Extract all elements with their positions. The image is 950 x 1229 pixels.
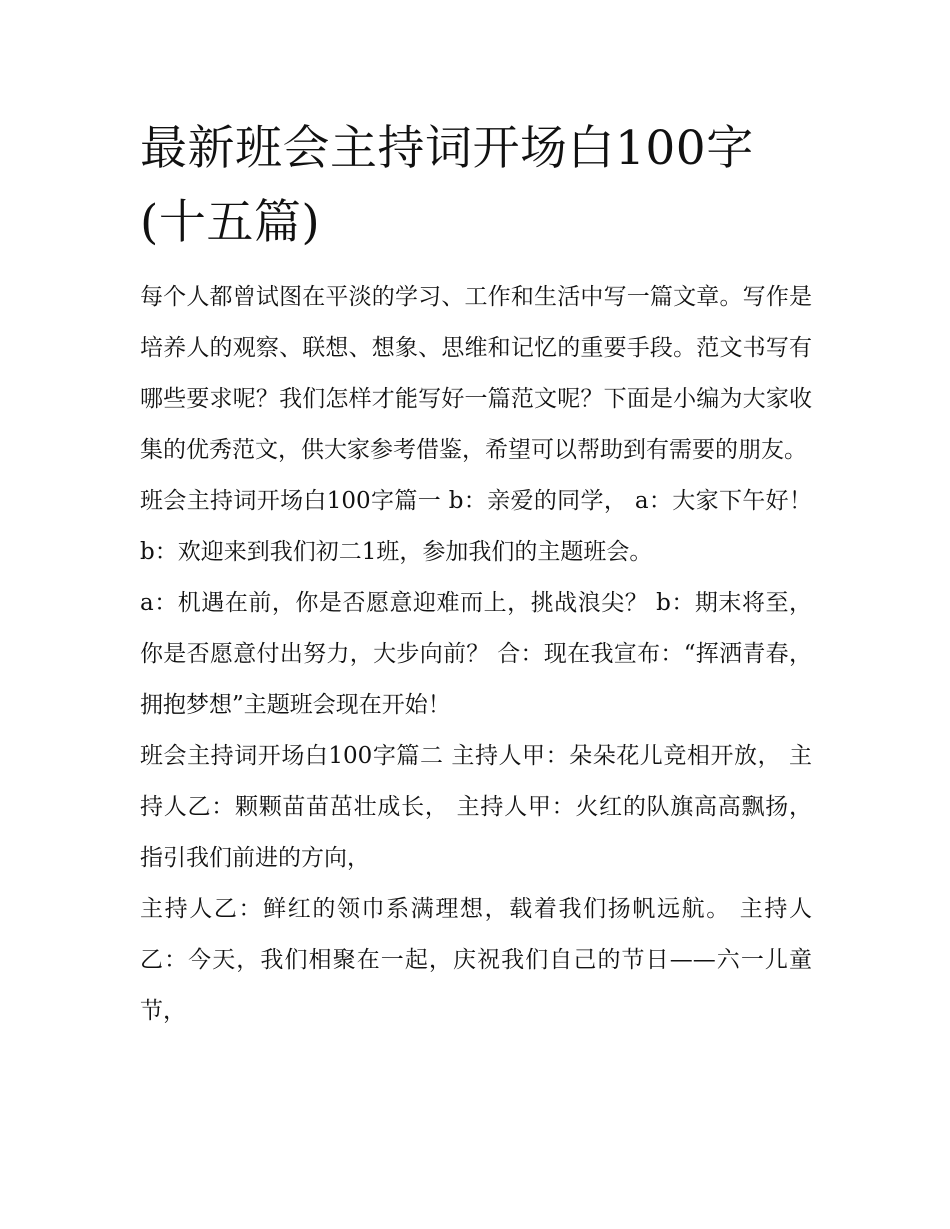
section-one-dialogue-paragraph: a：机遇在前，你是否愿意迎难而上，挑战浪尖？ b：期末将至，你是否愿意付出努力，大步向前？ 合：现在我宣布：“挥洒青春，拥抱梦想”主题班会现在开始！	[140, 590, 812, 718]
section-one-paragraph: 班会主持词开场白100字篇一 b：亲爱的同学， a：大家下午好！ b：欢迎来到我们初二1班，参加我们的主题班会。	[140, 488, 812, 565]
document-body	[140, 112, 812, 1037]
section-two-paragraph: 班会主持词开场白100字篇二 主持人甲：朵朵花儿竞相开放， 主持人乙：颗颗苗苗茁壮成长， 主持人甲：火红的队旗高高飘扬，指引我们前进的方向，	[140, 743, 812, 871]
section-two-dialogue-paragraph: 主持人乙：鲜红的领巾系满理想，载着我们扬帆远航。 主持人乙：今天，我们相聚在一起，庆祝我们自己的节日——六一儿童节，	[140, 896, 812, 1024]
document-title: 最新班会主持词开场白100字(十五篇)	[140, 121, 754, 250]
intro-paragraph: 每个人都曾试图在平淡的学习、工作和生活中写一篇文章。写作是培养人的观察、联想、想象、思维和记忆的重要手段。范文书写有哪些要求呢？我们怎样才能写好一篇范文呢？下面是小编为大家收集的优秀范文，供大家参考借鉴，希望可以帮助到有需要的朋友。	[140, 284, 812, 463]
